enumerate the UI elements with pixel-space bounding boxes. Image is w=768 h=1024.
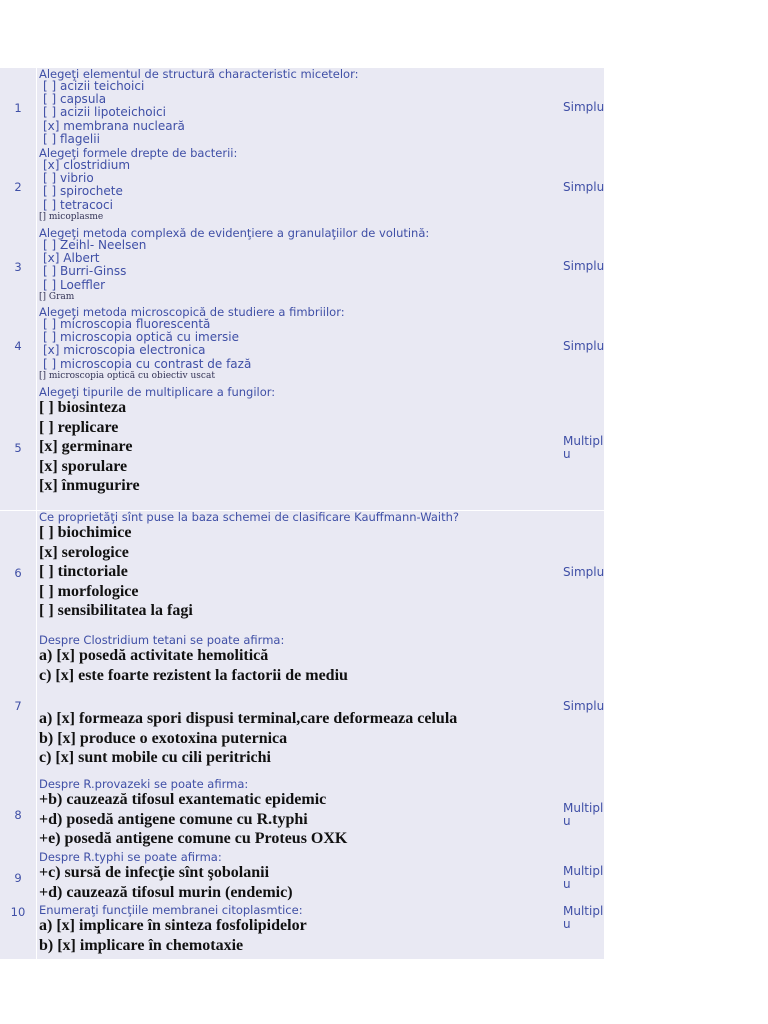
question-prompt: Ce proprietăţi sînt puse la baza schemei de clasificare Kauffmann-Waith?	[39, 510, 460, 524]
question-type-line: u	[563, 813, 571, 828]
question-type: Simplu	[563, 100, 605, 114]
question-row	[0, 851, 604, 904]
answer-option: [ ] microscopia fluorescentă	[43, 317, 211, 331]
question-number: 8	[0, 778, 37, 851]
question-number: 3	[0, 227, 37, 306]
question-row	[0, 634, 604, 778]
answer-option: +d) posedă antigene comune cu R.typhi	[39, 810, 308, 828]
question-type-line: Multipl	[563, 863, 604, 878]
answer-option: [ ] sensibilitatea la fagi	[39, 602, 193, 620]
answer-option: [ ] Zeihl- Neelsen	[43, 238, 147, 252]
answer-option: [ ] acizii lipoteichoici	[43, 105, 166, 120]
question-number: 2	[0, 147, 37, 227]
answer-option: [ ] spirochete	[43, 184, 123, 199]
question-body	[37, 227, 560, 306]
answer-option: [ ] vibrio	[43, 171, 94, 186]
answer-option: [ ] microscopia cu contrast de fază	[43, 356, 252, 371]
answer-option: +b) cauzează tifosul exantematic epidemic	[39, 791, 327, 808]
question-prompt: Alegeţi metoda complexă de evidenţiere a granulaţiilor de volutină:	[39, 226, 430, 240]
question-number: 5	[0, 386, 37, 510]
question-number: 9	[0, 851, 37, 904]
question-type	[560, 778, 604, 851]
question-row	[0, 68, 604, 147]
question-body	[37, 68, 560, 147]
answer-option: [x] Albert	[43, 251, 100, 266]
answer-option: a) [x] posedă activitate hemolitică	[39, 647, 269, 664]
answer-option: [ ] tetracoci	[43, 197, 113, 212]
answer-option: +e) posedă antigene comune cu Proteus OXK	[39, 830, 348, 848]
answer-option: [x] germinare	[39, 438, 133, 456]
answer-option: [ ] tinctoriale	[39, 563, 128, 581]
answer-option: [ ] flagelii	[43, 131, 100, 146]
question-number: 10	[0, 904, 37, 959]
question-body	[37, 386, 560, 510]
answer-option: c) [x] este foarte rezistent la factorii de mediu	[39, 666, 348, 684]
answer-option: b) [x] implicare în chemotaxie	[39, 936, 244, 954]
answer-option: a) [x] implicare în sinteza fosfolipidelor	[39, 917, 307, 934]
answer-option: a) [x] formeaza spori dispusi terminal,care deformeaza celula	[39, 710, 458, 728]
question-body	[37, 778, 560, 851]
question-type: Simplu	[563, 179, 605, 194]
question-prompt: Alegeţi elementul de structură characteristic micetelor:	[39, 67, 359, 81]
question-prompt: Alegeţi tipurile de multiplicare a fungilor:	[39, 385, 276, 399]
answer-option: [ ] morfologice	[39, 582, 139, 600]
question-body	[37, 147, 560, 227]
answer-option: [] Gram	[39, 291, 75, 302]
question-type	[560, 904, 604, 959]
question-prompt: Alegeţi formele drepte de bacterii:	[39, 146, 238, 160]
question-prompt: Despre R.typhi se poate afirma:	[39, 850, 222, 864]
question-type: Simplu	[563, 338, 605, 353]
question-type: Simplu	[563, 259, 605, 273]
answer-option: [ ] Burri-Ginss	[43, 264, 127, 279]
answer-option: [x] clostridium	[43, 158, 131, 172]
question-row	[0, 227, 604, 306]
question-number: 6	[0, 511, 37, 634]
question-prompt: Despre R.provazeki se poate afirma:	[39, 777, 249, 791]
question-prompt: Despre Clostridium tetani se poate afirma:	[39, 633, 285, 647]
answer-option: [ ] microscopia optică cu imersie	[43, 330, 240, 345]
question-row	[0, 306, 604, 386]
question-row	[0, 778, 604, 851]
answer-option: [x] microscopia electronica	[43, 343, 206, 358]
answer-option: [x] serologice	[39, 543, 129, 561]
answer-option: [ ] acizii teichoici	[43, 79, 145, 93]
question-type-line: Multipl	[563, 904, 604, 918]
answer-spacer	[39, 685, 560, 709]
answer-option: c) [x] sunt mobile cu cili peritrichi	[39, 749, 271, 767]
answer-option: +d) cauzează tifosul murin (endemic)	[39, 883, 293, 901]
question-type-line: u	[563, 917, 571, 931]
question-type-line: Multipl	[563, 434, 604, 448]
question-body	[37, 634, 560, 778]
question-body	[37, 904, 560, 959]
question-body	[37, 851, 560, 904]
answer-option: [x] membrana nucleară	[43, 118, 185, 133]
answer-option: [ ] replicare	[39, 418, 119, 436]
answer-option: [] microscopia optică cu obiectiv uscat	[39, 370, 215, 381]
answer-option: [ ] biosinteza	[39, 399, 127, 416]
question-type: Simplu	[563, 698, 605, 713]
question-row	[0, 510, 604, 634]
question-type-line: u	[563, 447, 571, 461]
answer-option: b) [x] produce o exotoxina puternica	[39, 729, 288, 747]
answer-option: +c) sursă de infecţie sînt şobolanii	[39, 864, 270, 881]
question-body	[37, 511, 560, 634]
question-type: Simplu	[563, 565, 605, 579]
question-row	[0, 147, 604, 227]
question-type	[560, 851, 604, 904]
question-prompt: Alegeţi metoda microscopică de studiere a fimbriilor:	[39, 305, 345, 319]
question-number: 1	[0, 68, 37, 147]
answer-option: [x] înmugurire	[39, 477, 140, 495]
quiz-table	[0, 68, 604, 959]
question-type-line: u	[563, 876, 571, 891]
question-body	[37, 306, 560, 386]
question-number: 4	[0, 306, 37, 386]
answer-option: [ ] Loeffler	[43, 277, 106, 292]
answer-option: [] micoplasme	[39, 211, 104, 222]
question-type	[560, 386, 604, 510]
answer-option: [ ] biochimice	[39, 524, 132, 541]
question-row	[0, 904, 604, 959]
question-type-line: Multipl	[563, 800, 604, 815]
question-number: 7	[0, 634, 37, 778]
question-row	[0, 386, 604, 510]
question-prompt: Enumeraţi funcţiile membranei citoplasmtice:	[39, 903, 303, 917]
answer-option: [x] sporulare	[39, 457, 128, 475]
answer-option: [ ] capsula	[43, 92, 107, 107]
